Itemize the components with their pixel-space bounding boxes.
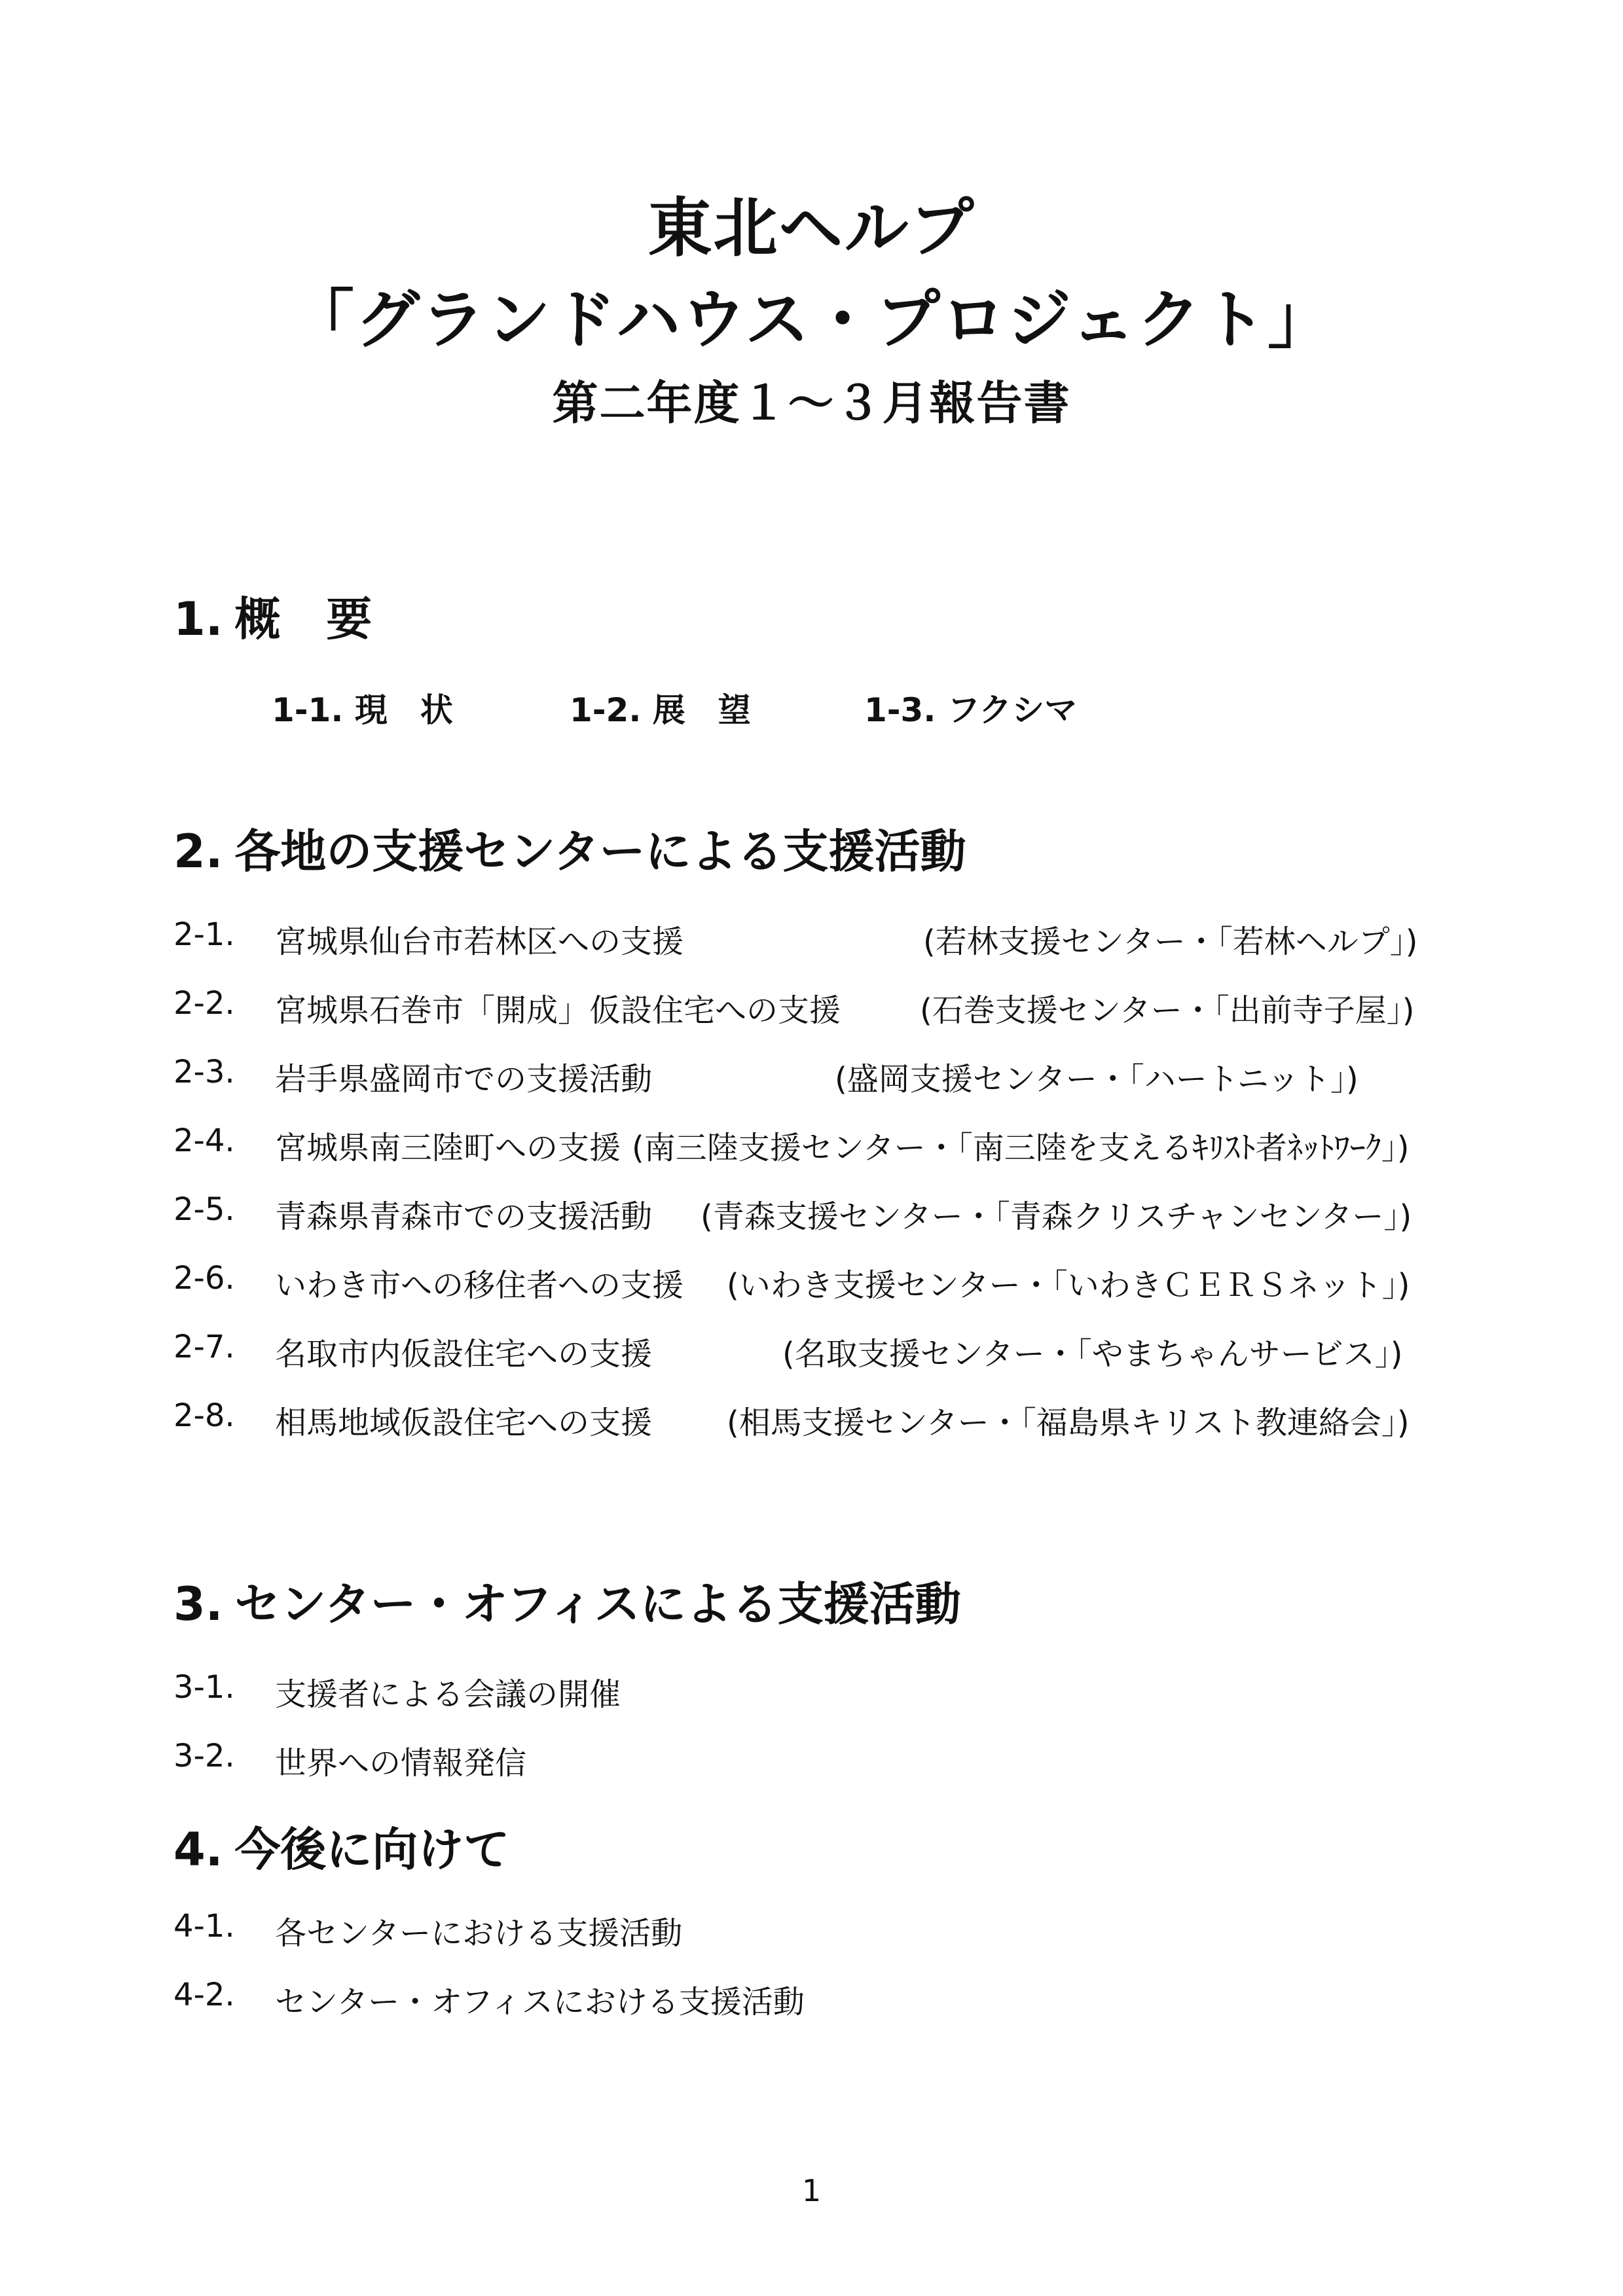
item-number: 4-2. [173, 1977, 235, 2013]
item-description: 世界への情報発信 [275, 1745, 527, 1782]
item-description: いわき市への移住者への支援 [275, 1267, 684, 1304]
item-center: (相馬支援センター・「福島県キリスト教連絡会」) [727, 1405, 1410, 1441]
section-2-heading [173, 815, 966, 881]
section-2-number: 2. [173, 825, 223, 878]
item-center: (盛岡支援センター・「ハートニット」) [835, 1061, 1359, 1098]
section-2-label: 各地の支援センターによる支援活動 [234, 825, 966, 878]
item-number: 2-4. [173, 1122, 235, 1159]
item-center: (いわき支援センター・「いわきＣＥＲＳネット」) [727, 1267, 1410, 1304]
item-description: 相馬地域仮設住宅への支援 [275, 1405, 653, 1441]
item-number: 2-3. [173, 1054, 235, 1090]
report-title-main: 東北ヘルプ [647, 191, 976, 266]
item-number: 4-1. [173, 1908, 235, 1945]
section-1-heading [173, 583, 372, 649]
item-number: 2-1. [173, 916, 235, 953]
item-description: 支援者による会議の開催 [275, 1676, 621, 1713]
item-center: (若林支援センター・「若林ヘルプ」) [923, 924, 1418, 960]
item-number: 3-2. [173, 1738, 235, 1774]
item-number: 2-6. [173, 1260, 235, 1297]
item-center: (青森支援センター・「青森クリスチャンセンター」) [701, 1198, 1412, 1235]
item-description: 名取市内仮設住宅への支援 [275, 1336, 653, 1372]
item-number: 2-5. [173, 1191, 235, 1228]
item-center: (南三陸支援センター・「南三陸を支えるｷﾘｽﾄ者ﾈｯﾄﾜｰｸ」) [632, 1130, 1410, 1166]
section-4-label: 今後に向けて [234, 1823, 510, 1876]
page-number: 1 [801, 2173, 822, 2208]
item-description: 岩手県盛岡市での支援活動 [275, 1061, 653, 1098]
item-center: (石巻支援センター・「出前寺子屋」) [920, 992, 1415, 1029]
item-description: 宮城県仙台市若林区への支援 [275, 924, 684, 960]
item-description: 各センターにおける支援活動 [275, 1915, 683, 1952]
section-3-heading [173, 1568, 961, 1634]
item-description: 宮城県南三陸町への支援 [275, 1130, 621, 1166]
item-description: 宮城県石巻市「開成」仮設住宅への支援 [275, 992, 841, 1029]
section-3-number: 3. [173, 1577, 223, 1631]
section-1-label: 概 要 [234, 592, 373, 646]
item-number: 3-1. [173, 1669, 235, 1706]
section-4-number: 4. [173, 1823, 223, 1876]
report-title-project: 「グランドハウス・プロジェクト」 [289, 283, 1334, 357]
item-number: 2-7. [173, 1329, 235, 1365]
subsection-1-1: 1-1. 現 状 [272, 691, 453, 729]
item-description: 青森県青森市での支援活動 [275, 1198, 653, 1235]
report-subtitle: 第二年度１～３月報告書 [552, 376, 1071, 430]
item-center: (名取支援センター・「やまちゃんサービス」) [782, 1336, 1403, 1372]
item-description: センター・オフィスにおける支援活動 [275, 1984, 805, 2020]
section-1-number: 1. [173, 592, 223, 646]
item-number: 2-8. [173, 1397, 235, 1434]
item-number: 2-2. [173, 985, 235, 1022]
subsection-1-2: 1-2. 展 望 [570, 691, 751, 729]
section-3-label: センター・オフィスによる支援活動 [234, 1577, 961, 1631]
subsection-1-3: 1-3. フクシマ [864, 691, 1078, 729]
section-4-heading [173, 1813, 509, 1879]
